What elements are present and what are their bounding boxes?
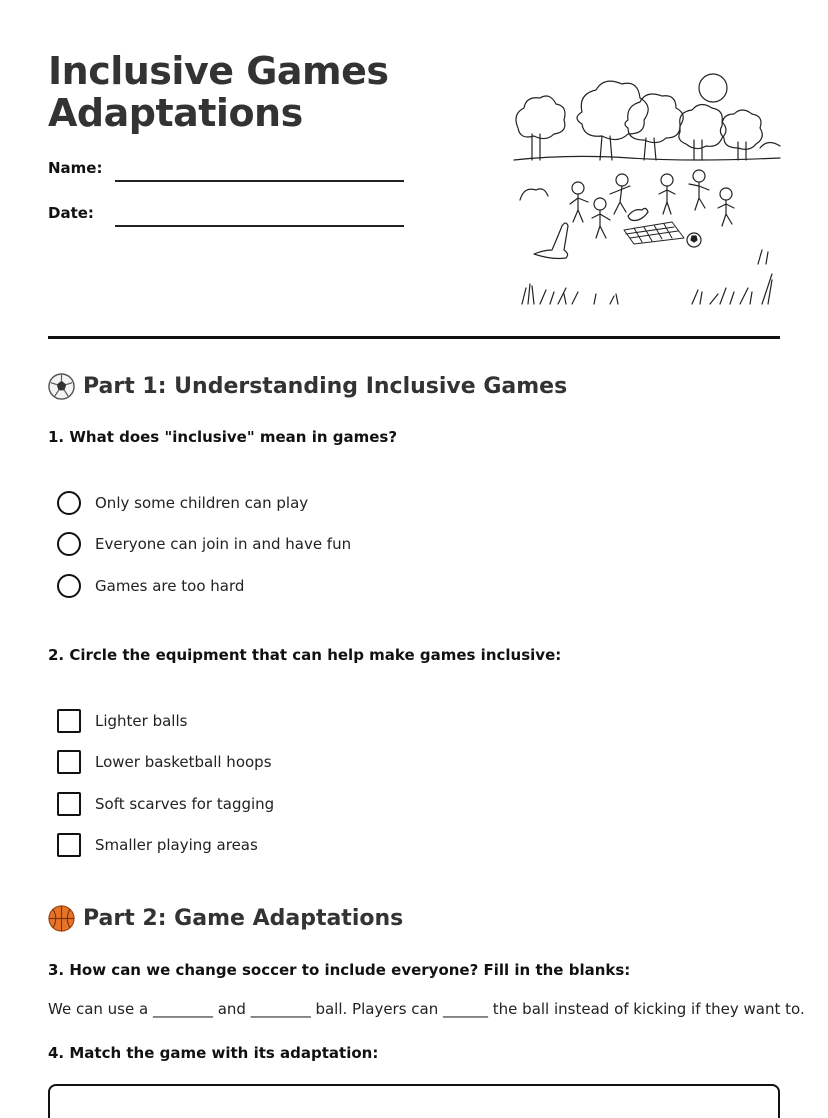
q1-option-2[interactable] [57,532,351,556]
question-1: 1. What does "inclusive" mean in games? [48,428,398,446]
basketball-icon [48,905,75,932]
option-label: Games are too hard [95,577,245,595]
radio-button[interactable] [57,491,81,515]
name-label: Name: [48,159,103,177]
question-2: 2. Circle the equipment that can help make games inclusive: [48,646,562,664]
soccer-ball-icon [48,373,75,400]
part2-heading [48,905,403,932]
checkbox[interactable] [57,709,81,733]
option-label: Only some children can play [95,494,309,512]
option-label: Everyone can join in and have fun [95,535,352,553]
question-4: 4. Match the game with its adaptation: [48,1044,379,1062]
radio-button[interactable] [57,532,81,556]
header-divider [48,336,780,339]
checkbox[interactable] [57,833,81,857]
q2-option-2[interactable] [57,750,272,774]
part1-heading-text: Part 1: Understanding Inclusive Games [83,374,568,399]
option-label: Lighter balls [95,712,188,730]
children-playing-in-park-illustration [510,68,782,316]
part2-heading-text: Part 2: Game Adaptations [83,906,404,931]
q2-option-4[interactable] [57,833,258,857]
fill-in-the-blank-sentence: We can use a ________ and ________ ball. Players can ______ the ball instead of kicking if they want to. [48,1000,805,1018]
q1-option-1[interactable] [57,491,308,515]
radio-button[interactable] [57,574,81,598]
checkbox[interactable] [57,750,81,774]
name-line[interactable] [115,180,404,182]
date-label: Date: [48,204,94,222]
matching-box [48,1084,780,1118]
q2-option-3[interactable] [57,792,274,816]
q2-option-1[interactable] [57,709,187,733]
option-label: Soft scarves for tagging [95,795,275,813]
question-3: 3. How can we change soccer to include everyone? Fill in the blanks: [48,961,631,979]
q1-option-3[interactable] [57,574,244,598]
option-label: Lower basketball hoops [95,753,272,771]
title-line-1: Inclusive Games [48,49,389,93]
date-line[interactable] [115,225,404,227]
part1-heading [48,373,567,400]
checkbox[interactable] [57,792,81,816]
option-label: Smaller playing areas [95,836,258,854]
worksheet-title [48,50,448,134]
title-line-2: Adaptations [48,91,303,135]
